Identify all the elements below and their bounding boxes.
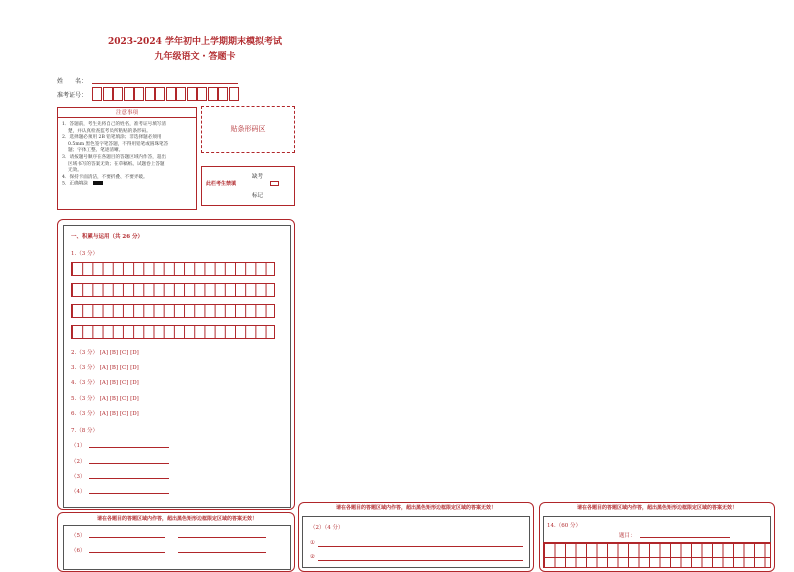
absent-box [201,166,295,206]
writing-grid-row[interactable] [71,262,275,276]
notice-item: 4．保持卡面清洁，不要折叠、不要弄破。 [62,174,148,180]
writing-grid-row[interactable] [71,325,275,339]
id-digit-box[interactable] [176,87,186,101]
notice-box [57,107,197,210]
id-digit-box[interactable] [218,87,228,101]
q7-sub4: （4） [71,489,86,495]
notice-body [62,122,194,188]
choice-q3[interactable]: 3.（3 分） [A] [B] [C] [D] [71,365,139,371]
absent-note: 此栏考生禁填 [206,181,237,187]
topic-field[interactable] [640,531,730,538]
barcode-area [201,106,295,153]
id-digit-box[interactable] [145,87,155,101]
notice-item [62,181,194,188]
notice-item: 楚，并认真检查监考员所粘贴的条形码。 [62,128,151,134]
filled-sample-icon [93,181,103,185]
absent-checkbox[interactable] [270,181,279,186]
notice-item: 题；字体工整、笔迹清晰。 [62,148,124,154]
id-digit-box[interactable] [124,87,134,101]
id-digit-box[interactable] [166,87,176,101]
notice-item: 0.5mm 黑色签字笔答题，不得用铅笔或圆珠笔答 [62,141,169,147]
choice-q6[interactable]: 6.（3 分） [A] [B] [C] [D] [71,411,139,417]
barcode-label: 贴条形码区 [230,125,266,133]
answer-line[interactable] [318,540,523,547]
answer-line[interactable] [178,546,266,553]
answer-sheet-title: 九年级语文・答题卡 [154,52,236,62]
writing-grid-row[interactable] [71,283,275,297]
id-digit-box[interactable] [92,87,102,101]
writing-grid-row[interactable] [71,304,275,318]
answer-line[interactable] [318,554,523,561]
id-label: 准考证号： [57,92,88,99]
warning-text: 请在各题目的答题区域内作答，超出黑色矩形边框限定区域的答案无效！ [96,516,257,522]
notice-item: 1．答题前，考生先将自己的姓名，准考证号填写清 [62,122,166,127]
name-label: 姓 名： [57,78,88,85]
answer-line[interactable] [89,546,165,553]
id-digit-box[interactable] [113,87,123,101]
id-digit-box[interactable] [208,87,218,101]
notice-item: 区域书写的答案无效；在草稿纸、试题卷上答题 [62,161,165,167]
id-digit-box[interactable] [229,87,239,101]
name-field[interactable] [92,76,238,84]
q7-sub3: （3） [71,474,86,480]
q7-sub1: （1） [71,443,86,449]
answer-line[interactable] [89,487,169,494]
answer-line[interactable] [89,457,169,464]
answer-line[interactable] [178,531,266,538]
notice-item: 2．选择题必须用 2B 铅笔填涂；非选择题必须用 [62,135,162,141]
q2-label: （2）（4 分） [310,525,344,531]
q-sub6: （6） [71,548,86,554]
section1-title: 一、积累与运用（共 26 分） [71,234,143,240]
warning-text: 请在各题目的答题区域内作答，超出黑色矩形边框限定区域的答案无效！ [335,505,496,511]
choice-q2[interactable]: 2.（3 分） [A] [B] [C] [D] [71,350,139,356]
q7-sub2: （2） [71,459,86,465]
q14-label: 14.（60 分） [547,523,581,529]
notice-item-label: 5．正确填涂 [62,181,88,187]
mark-label: 标记 [252,193,264,199]
choice-q5[interactable]: 5.（3 分） [A] [B] [C] [D] [71,396,139,402]
id-digit-box[interactable] [134,87,144,101]
id-digit-box[interactable] [197,87,207,101]
id-digit-box[interactable] [155,87,165,101]
id-digit-box[interactable] [187,87,197,101]
notice-item: 3．请按题号顺序在各题目的答题区域内作答，超出 [62,154,166,160]
q-sub5: （5） [71,533,86,539]
topic-label: 题目： [619,533,636,539]
q1-label: 1.（3 分） [71,251,98,257]
circle-mark-1: ① [310,540,315,546]
essay-grid[interactable] [543,542,771,568]
id-digit-box[interactable] [103,87,113,101]
answer-line[interactable] [89,472,169,479]
answer-line[interactable] [89,441,169,448]
exam-title: 2023-2024 学年初中上学期期末模拟考试 [108,37,282,47]
choice-q4[interactable]: 4.（3 分） [A] [B] [C] [D] [71,380,139,386]
notice-item: 无效。 [62,168,82,174]
answer-line[interactable] [89,531,165,538]
circle-mark-2: ② [310,554,315,560]
notice-title: 注意事项 [58,108,196,118]
warning-text: 请在各题目的答题区域内作答，超出黑色矩形边框限定区域的答案无效！ [576,505,737,511]
absent-label: 缺考 [252,174,264,180]
q7-label: 7.（8 分） [71,428,98,434]
